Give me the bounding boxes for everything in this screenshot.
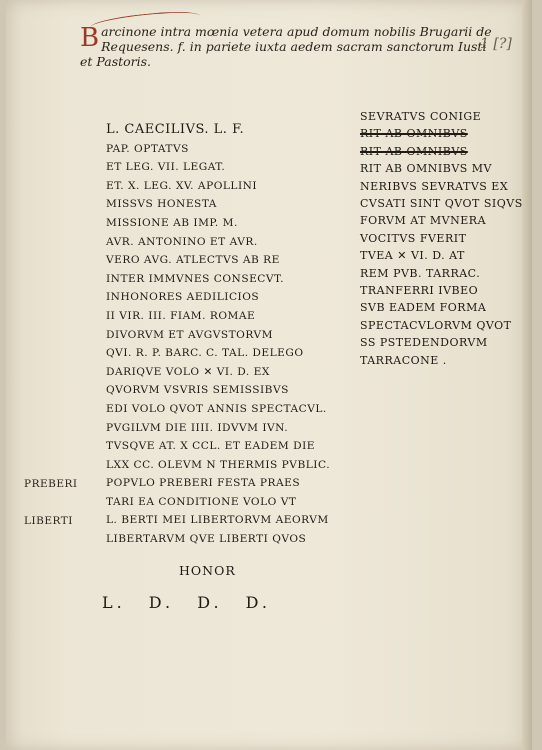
- inscription-left-column: [106, 121, 356, 549]
- inscription-line: POPVLO PREBERI FESTA PRAES: [106, 477, 301, 490]
- inscription-line: DIVORVM ET AVGVSTORVM: [106, 328, 273, 341]
- inscription-line: MISSIONE AB IMP. M.: [106, 216, 238, 229]
- inscription-line: DARIQVE VOLO ✕ VI. D. EX: [106, 365, 270, 378]
- inscription-line: TVEA ✕ VI. D. AT: [360, 249, 465, 263]
- inscription-line: LXX CC. OLEVM N THERMIS PVBLIC.: [106, 458, 331, 471]
- inscription-line: VERO AVG. ATLECTVS AB RE: [106, 254, 280, 267]
- inscription-line: NERIBVS SEVRATVS EX: [360, 179, 509, 193]
- folio-number: 1 [?]: [480, 36, 512, 52]
- inscription-line: L. CAECILIVS. L. F.: [106, 122, 245, 137]
- manuscript-page: [6, 0, 532, 750]
- struck-line: RIT AB OMNIBVS: [360, 127, 468, 141]
- inscription-line: TARRACONE .: [360, 353, 447, 367]
- inscription-line: TVSQVE AT. X CCL. ET EADEM DIE: [106, 440, 316, 453]
- inscription-line: EDI VOLO QVOT ANNIS SPECTACVL.: [106, 402, 327, 415]
- inscription-line: SPECTACVLORVM QVOT: [360, 318, 512, 332]
- inscription-line: SVB EADEM FORMA: [360, 301, 487, 315]
- inscription-line: CVSATI SINT QVOT SIQVS: [360, 197, 523, 211]
- sigla-line: L. D. D. D.: [102, 593, 271, 612]
- inscription-line: PAP. OPTATVS: [106, 142, 189, 155]
- inscription-line: AVR. ANTONINO ET AVR.: [106, 235, 258, 248]
- inscription-line: TRANFERRI IVBEO: [360, 284, 479, 298]
- inscription-line: II VIR. III. FIAM. ROMAE: [106, 309, 256, 322]
- heading-rubric: [80, 24, 500, 69]
- inscription-line: SEVRATVS CONIGE: [360, 110, 482, 123]
- inscription-line: ET LEG. VII. LEGAT.: [106, 161, 226, 174]
- inscription-line: FORVM AT MVNERA: [360, 214, 487, 228]
- inscription-line: TARI EA CONDITIONE VOLO VT: [106, 495, 297, 508]
- inscription-line: QVORVM VSVRIS SEMISSIBVS: [106, 384, 289, 397]
- inscription-line: INTER IMMVNES CONSECVT.: [106, 272, 284, 285]
- inscription-line: VOCITVS FVERIT: [360, 231, 467, 245]
- inscription-line: PVGILVM DIE IIII. IDVVM IVN.: [106, 421, 289, 434]
- inscription-line: L. BERTI MEI LIBERTORVM AEORVM: [106, 514, 329, 527]
- struck-line: RIT AB OMNIBVS: [360, 144, 468, 158]
- inscription-line: INHONORES AEDILICIOS: [106, 291, 260, 304]
- inscription-line: ET. X. LEG. XV. APOLLINI: [106, 179, 258, 192]
- inscription-line: RIT AB OMNIBVS MV: [360, 162, 493, 176]
- margin-note-liberti: LIBERTI: [24, 515, 73, 527]
- inscription-line: QVI. R. P. BARC. C. TAL. DELEGO: [106, 347, 304, 360]
- inscription-line: MISSVS HONESTA: [106, 198, 217, 211]
- inscription-line: REM PVB. TARRAC.: [360, 266, 481, 280]
- inscription-line: LIBERTARVM QVE LIBERTI QVOS: [106, 533, 307, 546]
- inscription-line: SS PSTEDENDORVM: [360, 336, 488, 350]
- inscription-right-column: [360, 108, 535, 369]
- honor-line: HONOR: [179, 563, 236, 578]
- margin-note-preberi: PREBERI: [24, 478, 78, 490]
- heading-text: arcinone intra mœnia vetera apud domum nobilis Brugarii de Requesens. f. in pariete iuxta aedem sacram sanctorum Iusti et Pastoris.: [80, 24, 492, 69]
- initial-letter: B: [80, 23, 100, 53]
